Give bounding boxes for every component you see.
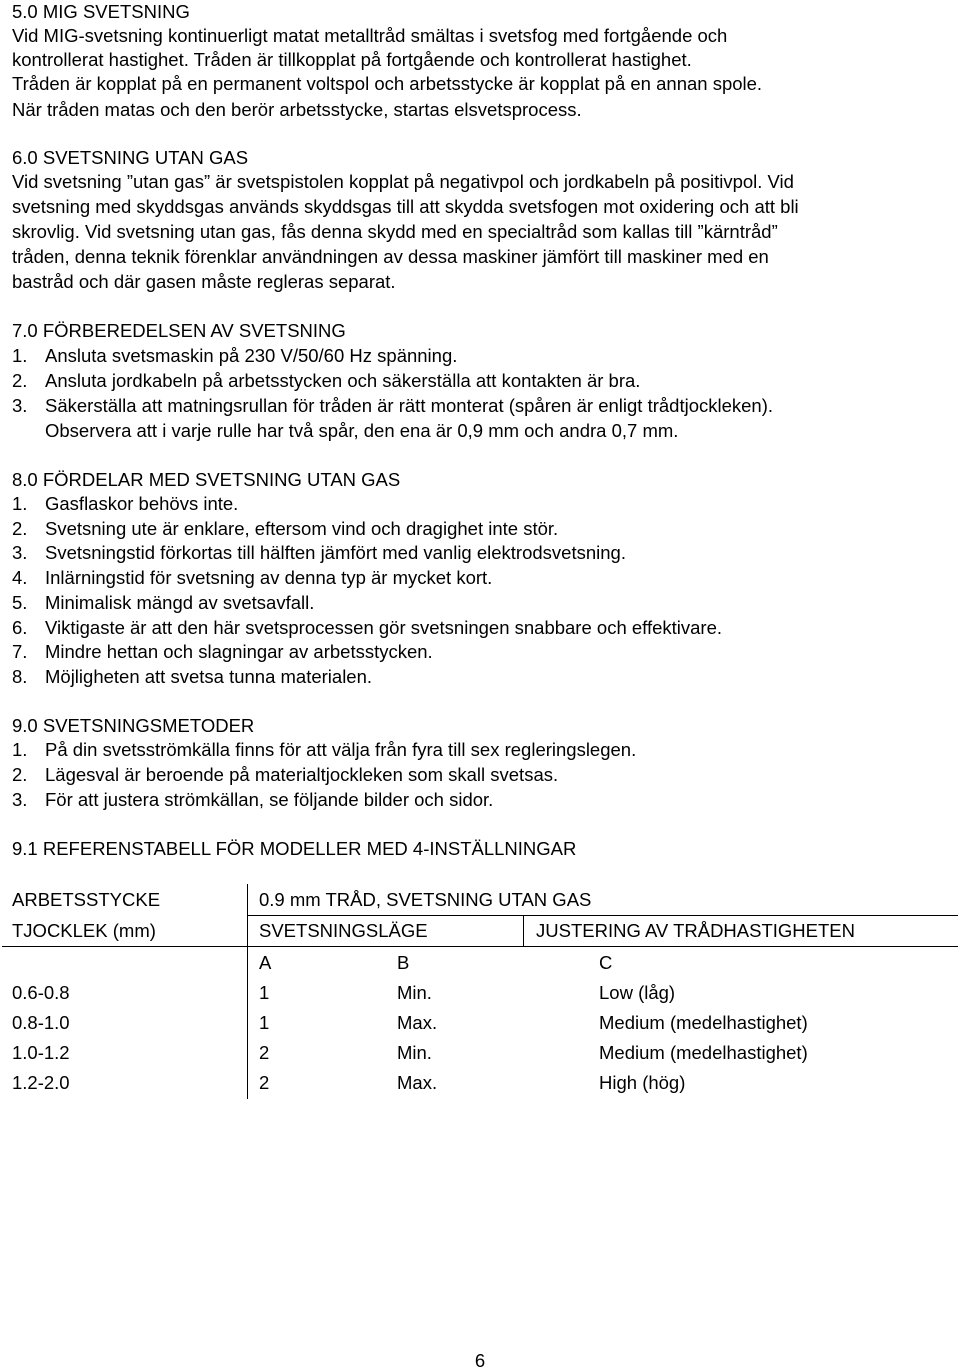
- list-number: 6.: [12, 617, 28, 638]
- table-cell-b: Max.: [397, 1012, 438, 1033]
- table-header-wire: 0.9 mm TRÅD, SVETSNING UTAN GAS: [259, 889, 592, 910]
- table-divider: [247, 915, 958, 916]
- section-8-item: [12, 492, 238, 516]
- list-text: Möjligheten att svetsa tunna materialen.: [45, 666, 373, 687]
- table-cell-a: 1: [259, 1012, 270, 1033]
- list-text: För att justera strömkällan, se följande bilder och sidor.: [45, 789, 494, 810]
- list-text: Svetsningstid förkortas till hälften jämfört med vanlig elektrodsvetsning.: [45, 542, 626, 563]
- table-cell-a: 1: [259, 982, 270, 1003]
- table-cell-thickness: 0.8-1.0: [12, 1012, 70, 1033]
- table-cell-c: Low (låg): [599, 982, 676, 1003]
- section-7-heading: 7.0 FÖRBEREDELSEN AV SVETSNING: [12, 320, 346, 341]
- section-6-line: Vid svetsning ”utan gas” är svetspistolen kopplat på negativpol och jordkabeln på positivpol. Vid: [12, 171, 794, 192]
- section-7-item: [12, 394, 773, 418]
- table-subheader-c: C: [599, 952, 613, 973]
- table-divider: [2, 946, 958, 947]
- table-cell-thickness: 1.2-2.0: [12, 1072, 70, 1093]
- section-8-heading: 8.0 FÖRDELAR MED SVETSNING UTAN GAS: [12, 469, 401, 490]
- table-header-wire-speed: JUSTERING AV TRÅDHASTIGHETEN: [536, 920, 855, 941]
- section-9-item: [12, 738, 636, 762]
- section-8-item: [12, 665, 372, 689]
- table-cell-c: High (hög): [599, 1072, 686, 1093]
- list-number: 1.: [12, 345, 28, 366]
- table-header-workpiece: ARBETSSTYCKE: [12, 889, 161, 910]
- table-header-mode: SVETSNINGSLÄGE: [259, 920, 428, 941]
- list-number: 8.: [12, 666, 28, 687]
- section-6-heading: 6.0 SVETSNING UTAN GAS: [12, 147, 249, 168]
- section-8-item: [12, 640, 433, 664]
- table-cell-b: Min.: [397, 982, 432, 1003]
- list-text: Lägesval är beroende på materialtjockleken som skall svetsas.: [45, 764, 559, 785]
- list-text: Minimalisk mängd av svetsavfall.: [45, 592, 315, 613]
- section-8-item: [12, 616, 722, 640]
- list-text: Ansluta jordkabeln på arbetsstycken och säkerställa att kontakten är bra.: [45, 370, 641, 391]
- list-number: 2.: [12, 764, 28, 785]
- page-number: 6: [474, 1350, 486, 1371]
- section-5-line: När tråden matas och den berör arbetsstycke, startas elsvetsprocess.: [12, 99, 582, 120]
- list-text: På din svetsströmkälla finns för att välja från fyra till sex regleringslegen.: [45, 739, 637, 760]
- list-text: Svetsning ute är enklare, eftersom vind och dragighet inte stör.: [45, 518, 559, 539]
- section-9-item: [12, 788, 493, 812]
- list-number: 5.: [12, 592, 28, 613]
- section-8-item: [12, 591, 314, 615]
- list-text: Viktigaste är att den här svetsprocessen gör svetsningen snabbare och effektivare.: [45, 617, 723, 638]
- list-number: 7.: [12, 641, 28, 662]
- section-8-item: [12, 517, 558, 541]
- section-5-line: Tråden är kopplat på en permanent voltspol och arbetsstycke är kopplat på en annan spole.: [12, 73, 763, 94]
- section-7-item: [12, 369, 640, 393]
- list-number: 2.: [12, 370, 28, 391]
- list-number: 3.: [12, 789, 28, 810]
- table-cell-a: 2: [259, 1072, 270, 1093]
- table-divider: [523, 916, 524, 946]
- table-cell-c: Medium (medelhastighet): [599, 1012, 808, 1033]
- table-cell-b: Max.: [397, 1072, 438, 1093]
- section-9-item: [12, 763, 558, 787]
- list-text: Inlärningstid för svetsning av denna typ är mycket kort.: [45, 567, 493, 588]
- table-cell-c: Medium (medelhastighet): [599, 1042, 808, 1063]
- table-subheader-a: A: [259, 952, 272, 973]
- list-text: Säkerställa att matningsrullan för tråden är rätt monterat (spåren är enligt trådtjockleken).: [45, 395, 774, 416]
- list-number: 3.: [12, 395, 28, 416]
- section-5-line: Vid MIG-svetsning kontinuerligt matat metalltråd smältas i svetsfog med fortgående och: [12, 25, 728, 46]
- table-header-thickness: TJOCKLEK (mm): [12, 920, 156, 941]
- section-6-line: tråden, denna teknik förenklar användningen av dessa maskiner jämfört till maskiner med en: [12, 246, 769, 267]
- section-6-line: svetsning med skyddsgas används skyddsgas till att skydda svetsfogen mot oxidering och att bli: [12, 196, 799, 217]
- section-6-line: bastråd och där gasen måste regleras separat.: [12, 271, 396, 292]
- list-number: 1.: [12, 739, 28, 760]
- section-7-item: [12, 344, 457, 368]
- section-7-continuation: Observera att i varje rulle har två spår, den ena är 0,9 mm och andra 0,7 mm.: [45, 420, 679, 441]
- table-cell-thickness: 1.0-1.2: [12, 1042, 70, 1063]
- table-divider: [247, 884, 248, 1099]
- section-6-line: skrovlig. Vid svetsning utan gas, fås denna skydd med en specialtråd som kallas till ”kärntråd”: [12, 221, 778, 242]
- table-subheader-b: B: [397, 952, 410, 973]
- table-cell-b: Min.: [397, 1042, 432, 1063]
- table-cell-thickness: 0.6-0.8: [12, 982, 70, 1003]
- list-text: Gasflaskor behövs inte.: [45, 493, 239, 514]
- list-text: Ansluta svetsmaskin på 230 V/50/60 Hz spänning.: [45, 345, 458, 366]
- section-8-item: [12, 566, 492, 590]
- list-number: 3.: [12, 542, 28, 563]
- table-cell-a: 2: [259, 1042, 270, 1063]
- section-5-line: kontrollerat hastighet. Tråden är tillkopplat på fortgående och kontrollerat hastighet.: [12, 49, 692, 70]
- section-9-1-heading: 9.1 REFERENSTABELL FÖR MODELLER MED 4-INSTÄLLNINGAR: [12, 838, 577, 859]
- section-9-heading: 9.0 SVETSNINGSMETODER: [12, 715, 255, 736]
- list-number: 2.: [12, 518, 28, 539]
- list-text: Mindre hettan och slagningar av arbetsstycken.: [45, 641, 433, 662]
- section-5-heading: 5.0 MIG SVETSNING: [12, 1, 190, 22]
- list-number: 4.: [12, 567, 28, 588]
- list-number: 1.: [12, 493, 28, 514]
- section-8-item: [12, 541, 626, 565]
